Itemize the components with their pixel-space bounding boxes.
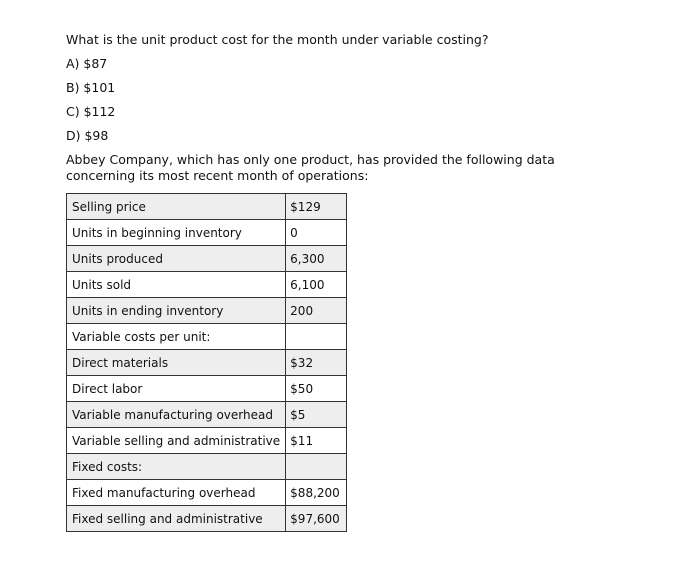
row-label: Direct labor [67,376,286,402]
table-row [67,246,347,272]
intro-text: Abbey Company, which has only one product, has provided the following data concerning its most recent month of operations: [66,152,555,183]
row-value [286,454,347,480]
option-c[interactable]: C) $112 [66,104,116,119]
table-row [67,480,347,506]
row-label: Units produced [67,246,286,272]
table-row [67,350,347,376]
table-row [67,506,347,532]
row-label: Units in ending inventory [67,298,286,324]
row-label: Variable selling and administrative [67,428,286,454]
question-page [66,32,636,532]
table-row [67,402,347,428]
option-d[interactable]: D) $98 [66,128,109,143]
row-value: 6,300 [286,246,347,272]
row-value: $97,600 [286,506,347,532]
row-value: $11 [286,428,347,454]
row-label: Fixed costs: [67,454,286,480]
row-value: 200 [286,298,347,324]
table-row [67,220,347,246]
row-label: Direct materials [67,350,286,376]
row-label: Fixed manufacturing overhead [67,480,286,506]
row-value: $5 [286,402,347,428]
row-label: Variable manufacturing overhead [67,402,286,428]
row-value [286,324,347,350]
data-table [66,193,347,532]
row-label: Units sold [67,272,286,298]
table-row [67,428,347,454]
row-label: Variable costs per unit: [67,324,286,350]
row-value: $129 [286,194,347,220]
row-value: $88,200 [286,480,347,506]
row-value: 6,100 [286,272,347,298]
row-label: Units in beginning inventory [67,220,286,246]
table-row [67,454,347,480]
row-value: 0 [286,220,347,246]
row-label: Fixed selling and administrative [67,506,286,532]
option-b[interactable]: B) $101 [66,80,116,95]
table-row [67,194,347,220]
row-value: $50 [286,376,347,402]
table-row [67,324,347,350]
table-row [67,298,347,324]
row-label: Selling price [67,194,286,220]
row-value: $32 [286,350,347,376]
question-text: What is the unit product cost for the month under variable costing? [66,32,489,47]
table-row [67,376,347,402]
option-a[interactable]: A) $87 [66,56,108,71]
table-row [67,272,347,298]
